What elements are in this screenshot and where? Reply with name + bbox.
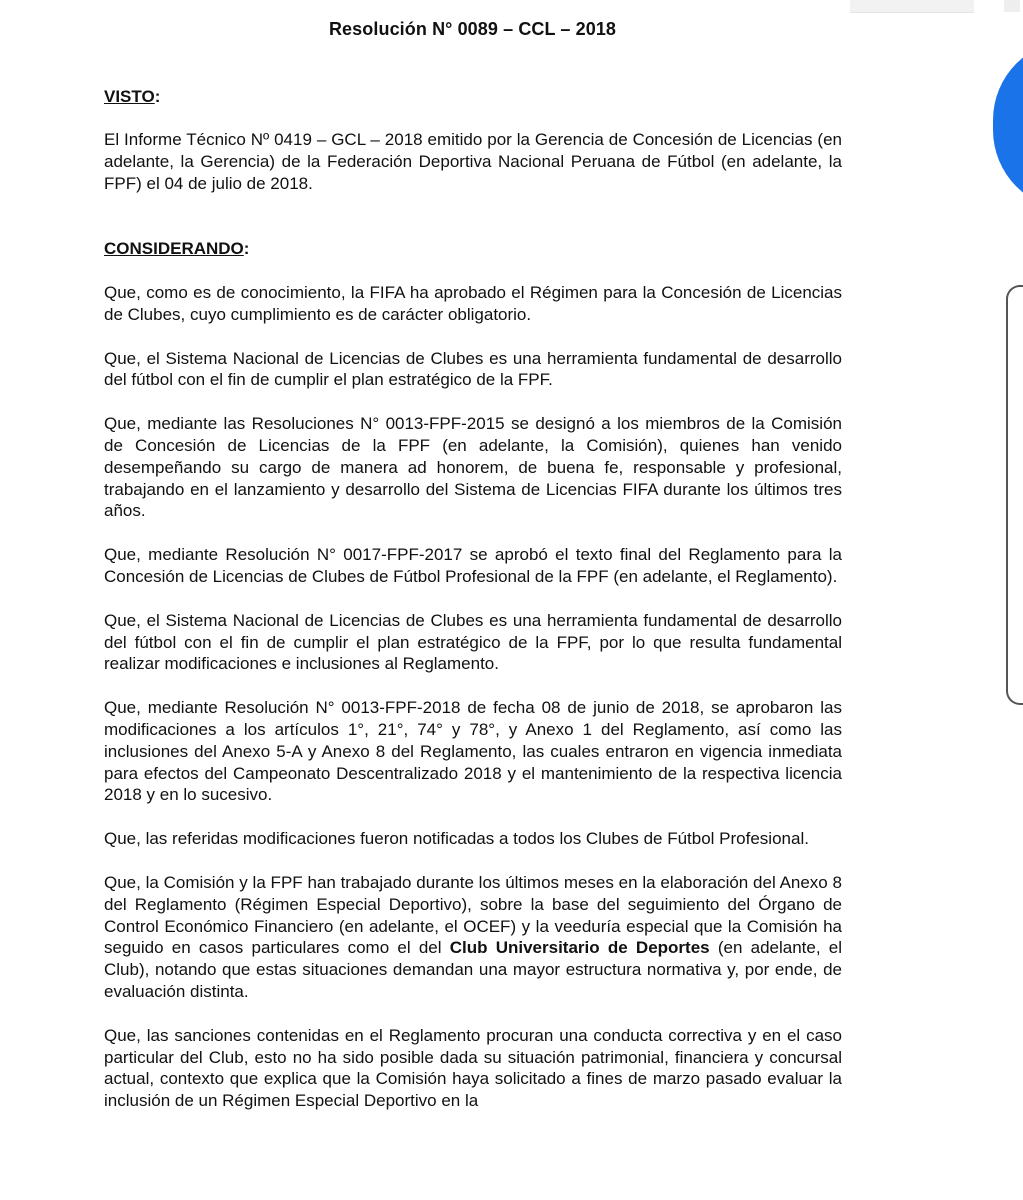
considerando-section (104, 282, 842, 1134)
considerando-heading-colon: : (243, 239, 250, 258)
paragraph-9: Que, las sanciones contenidas en el Reglamento procuran una conducta correctiva y en el caso particular del Club, esto no ha sido posible dada su situación patrimonial, financiera y concursal actual, contexto que explica que la Comisión haya solicitado a fines de marzo pasado evaluar la inclusión de un Régimen Especial Deportivo en la (104, 1025, 842, 1111)
paragraph-6: Que, mediante Resolución N° 0013-FPF-2018 de fecha 08 de junio de 2018, se aprobaron las modificaciones a los artículos 1°, 21°, 74° y 78°, y Anexo 1 del Reglamento, así como las inclusiones del Anexo 5-A y Anexo 8 del Reglamento, las cuales entraron en vigencia inmediata para efectos del Campeonato Descentralizado 2018 y el mantenimiento de la respectiva licencia 2018 y en lo sucesivo. (104, 698, 842, 805)
paragraph-1: Que, como es de conocimiento, la FIFA ha aprobado el Régimen para la Concesión de Licencias de Clubes, cuyo cumplimiento es de carácter obligatorio. (104, 283, 842, 324)
visto-section (104, 129, 842, 216)
paragraph-8 (104, 872, 842, 1003)
club-name-bold: Club Universitario de Deportes (449, 938, 710, 958)
paragraph-8-part2: (en adelante, el Club), notando que estas situaciones demandan una mayor estructura normativa y, por ende, de evaluación distinta. (104, 938, 843, 1001)
visto-heading-colon: : (154, 87, 161, 106)
visto-paragraph: El Informe Técnico Nº 0419 – GCL – 2018 emitido por la Gerencia de Concesión de Licencias (en adelante, la Gerencia) de la Federación Deportiva Nacional Peruana de Fútbol (en adelante, la FPF) el 04 de julio de 2018. (104, 130, 842, 193)
document-title: Resolución N° 0089 – CCL – 2018 (328, 19, 617, 39)
visto-heading (104, 86, 160, 108)
top-toolbar-tab (1004, 0, 1020, 12)
paragraph-3: Que, mediante las Resoluciones N° 0013-FPF-2015 se designó a los miembros de la Comisión de Concesión de Licencias de la FPF (en adelante, la Comisión), quienes han venido desempeñando su cargo de manera ad honorem, de buena fe, responsable y profesional, trabajando en el lanzamiento y desarrollo del Sistema de Licencias FIFA durante los últimos tres años. (104, 414, 842, 521)
paragraph-5: Que, el Sistema Nacional de Licencias de Clubes es una herramienta fundamental de desarrollo del fútbol con el fin de cumplir el plan estratégico de la FPF, por lo que resulta fundamental realizar modificaciones e inclusiones al Reglamento. (104, 610, 842, 674)
visto-heading-label: VISTO (104, 87, 155, 106)
considerando-heading-label: CONSIDERANDO (104, 239, 244, 258)
paragraph-7: Que, las referidas modificaciones fueron notificadas a todos los Clubes de Fútbol Profesional. (104, 829, 809, 849)
paragraph-4: Que, mediante Resolución N° 0017-FPF-2017 se aprobó el texto final del Reglamento para la Concesión de Licencias de Clubes de Fútbol Profesional de la FPF (en adelante, el Reglamento). (104, 545, 842, 586)
top-toolbar-strip (850, 0, 974, 13)
paragraph-8-part1: Que, la Comisión y la FPF han trabajado durante los últimos meses en la elaboración del Anexo 8 del Reglamento (Régimen Especial Deportivo), sobre la base del seguimiento del Órgano de Control Económico Financiero (en adelante, el OCEF) y la veeduría especial que la Comisión ha seguido en casos particulares como el del (104, 872, 842, 958)
scroll-track[interactable] (1006, 285, 1023, 705)
scroll-handle[interactable] (993, 40, 1023, 210)
considerando-heading (104, 238, 249, 260)
paragraph-2: Que, el Sistema Nacional de Licencias de Clubes es una herramienta fundamental de desarrollo del fútbol con el fin de cumplir el plan estratégico de la FPF. (104, 348, 842, 390)
